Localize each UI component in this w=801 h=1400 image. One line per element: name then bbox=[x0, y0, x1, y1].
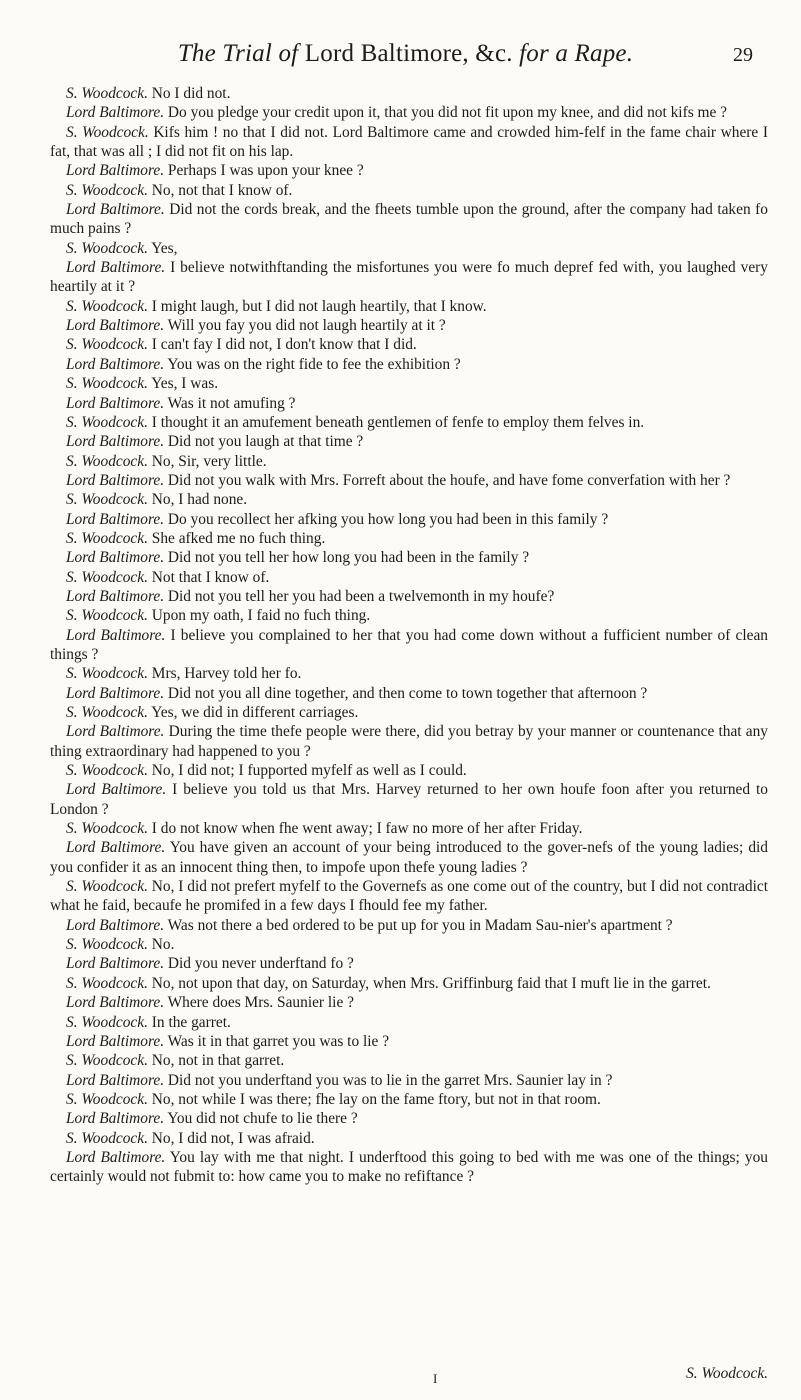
speaker-name: S. Woodcock. bbox=[66, 936, 148, 954]
page-footer bbox=[50, 1365, 768, 1389]
dialogue-paragraph bbox=[50, 316, 768, 335]
speaker-name: Lord Baltimore. bbox=[66, 510, 165, 528]
speaker-name: Lord Baltimore. bbox=[66, 994, 165, 1012]
dialogue-paragraph bbox=[50, 993, 768, 1012]
speech-text: Yes, we did in different carriages. bbox=[147, 704, 359, 721]
speech-text: During the time thefe people were there, did you betray by your manner or countenance that any thing extraordinary had happened to you ? bbox=[50, 723, 768, 760]
speech-text: Did not you walk with Mrs. Forreft about the houfe, and have fome converfation with her ? bbox=[164, 471, 731, 489]
speech-text: No, I did not; I fupported myfelf as well as I could. bbox=[147, 762, 467, 780]
speaker-name: Lord Baltimore. bbox=[66, 433, 165, 451]
speech-text: Perhaps I was upon your knee ? bbox=[164, 162, 364, 180]
speaker-name: S. Woodcock. bbox=[66, 85, 148, 102]
dialogue-paragraph bbox=[50, 568, 768, 587]
dialogue-paragraph bbox=[50, 471, 768, 490]
dialogue-paragraph bbox=[50, 335, 768, 354]
dialogue-paragraph bbox=[50, 722, 768, 761]
speech-text: Mrs, Harvey told her fo. bbox=[147, 665, 302, 683]
speaker-name: S. Woodcock. bbox=[66, 1013, 148, 1031]
page-header bbox=[50, 40, 761, 80]
running-title-roman: Lord Baltimore, &c. bbox=[298, 40, 520, 67]
dialogue-paragraph bbox=[50, 548, 768, 567]
speech-text: No, not that I know of. bbox=[147, 181, 293, 199]
dialogue-paragraph bbox=[50, 1148, 768, 1187]
dialogue-paragraph bbox=[50, 606, 768, 625]
speech-text: No, Sir, very little. bbox=[147, 452, 267, 470]
speaker-name: S. Woodcock. bbox=[66, 1090, 148, 1108]
dialogue-paragraph bbox=[50, 413, 768, 432]
speech-text: No, I did not, I was afraid. bbox=[147, 1129, 315, 1147]
speaker-name: S. Woodcock. bbox=[66, 974, 148, 992]
speaker-name: S. Woodcock. bbox=[66, 665, 148, 683]
speaker-name: S. Woodcock. bbox=[66, 375, 148, 393]
speaker-name: S. Woodcock. bbox=[66, 820, 148, 838]
speech-text: No, not in that garret. bbox=[147, 1052, 285, 1070]
speech-text: Kifs him ! no that I did not. Lord Baltimore came and crowded him-felf in the fame chair where I fat, that was all ; I did not fit on his lap. bbox=[50, 123, 768, 161]
dialogue-paragraph bbox=[50, 703, 768, 722]
dialogue-paragraph bbox=[50, 1090, 768, 1109]
speaker-name: Lord Baltimore. bbox=[66, 549, 165, 567]
speech-text: Do you recollect her afking you how long you had been in this family ? bbox=[164, 510, 609, 528]
speech-text: Was not there a bed ordered to be put up for you in Madam Sau-nier's apartment ? bbox=[164, 916, 673, 934]
dialogue-paragraph bbox=[50, 355, 768, 374]
speaker-name: Lord Baltimore. bbox=[66, 394, 165, 412]
page-number: 29 bbox=[733, 44, 753, 66]
dialogue-paragraph bbox=[50, 916, 768, 935]
speaker-name: Lord Baltimore. bbox=[66, 1110, 165, 1128]
speaker-name: S. Woodcock. bbox=[66, 336, 148, 354]
dialogue-paragraph bbox=[50, 877, 768, 916]
dialogue-paragraph bbox=[50, 490, 768, 509]
dialogue-paragraph bbox=[50, 1109, 768, 1128]
speaker-name: Lord Baltimore. bbox=[66, 626, 166, 644]
speaker-name: S. Woodcock. bbox=[66, 568, 148, 586]
speaker-name: S. Woodcock. bbox=[66, 878, 148, 896]
speaker-name: S. Woodcock. bbox=[66, 1129, 148, 1147]
speech-text: Will you fay you did not laugh heartily at it ? bbox=[164, 317, 446, 335]
dialogue-paragraph bbox=[50, 374, 768, 393]
speech-text: I do not know when fhe went away; I faw no more of her after Friday. bbox=[147, 820, 583, 838]
speaker-name: Lord Baltimore. bbox=[66, 1032, 165, 1050]
speech-text: I might laugh, but I did not laugh heartily, that I know. bbox=[147, 297, 487, 315]
dialogue-paragraph bbox=[50, 200, 768, 239]
speaker-name: Lord Baltimore. bbox=[66, 259, 166, 277]
dialogue-paragraph bbox=[50, 1071, 768, 1090]
speaker-name: S. Woodcock. bbox=[66, 297, 148, 315]
dialogue-paragraph bbox=[50, 664, 768, 683]
speaker-name: S. Woodcock. bbox=[66, 239, 148, 257]
dialogue-paragraph bbox=[50, 1129, 768, 1148]
speech-text: No, not while I was there; fhe lay on the fame ftory, but not in that room. bbox=[147, 1090, 601, 1108]
dialogue-paragraph bbox=[50, 510, 768, 529]
speaker-name: S. Woodcock. bbox=[66, 529, 148, 547]
speaker-name: Lord Baltimore. bbox=[66, 723, 165, 741]
speaker-name: Lord Baltimore. bbox=[66, 1071, 165, 1089]
speech-text: I believe notwithftanding the misfortunes you were fo much depref fed with, you laughed very heartily at it ? bbox=[50, 259, 768, 296]
speech-text: She afked me no fuch thing. bbox=[147, 529, 326, 547]
dialogue-paragraph bbox=[50, 258, 768, 297]
signature-mark: I bbox=[433, 1371, 438, 1386]
speech-text: Do you pledge your credit upon it, that you did not fit upon my knee, and did not kifs me ? bbox=[164, 104, 728, 122]
speech-text: Did not you underftand you was to lie in the garret Mrs. Saunier lay in ? bbox=[164, 1071, 613, 1089]
speaker-name: Lord Baltimore. bbox=[66, 162, 165, 180]
speech-text: Was it not amufing ? bbox=[164, 394, 296, 412]
dialogue-paragraph bbox=[50, 1032, 768, 1051]
speech-text: No I did not. bbox=[147, 85, 231, 102]
speech-text: I can't fay I did not, I don't know that I did. bbox=[147, 336, 417, 354]
dialogue-paragraph bbox=[50, 761, 768, 780]
speech-text: Did not you tell her how long you had been in the family ? bbox=[164, 549, 530, 567]
catchword: S. Woodcock. bbox=[686, 1365, 768, 1382]
speaker-name: S. Woodcock. bbox=[66, 704, 148, 721]
running-title-italic-end: for a Rape. bbox=[519, 40, 634, 67]
speech-text: Did you never underftand fo ? bbox=[164, 955, 354, 973]
dialogue-paragraph bbox=[50, 780, 768, 819]
dialogue-paragraph bbox=[50, 103, 768, 122]
speech-text: Did not the cords break, and the fheets tumble upon the ground, after the company had taken fo much pains ? bbox=[50, 201, 768, 238]
dialogue-paragraph bbox=[50, 84, 768, 103]
dialogue-paragraph bbox=[50, 1013, 768, 1032]
speech-text: Was it in that garret you was to lie ? bbox=[164, 1032, 390, 1050]
speaker-name: Lord Baltimore. bbox=[66, 471, 165, 489]
speaker-name: Lord Baltimore. bbox=[66, 104, 165, 122]
speech-text: No, I did not prefert myfelf to the Governefs as one come out of the country, but I did not contradict what he faid, becaufe he promifed in a few days I fhould fee my father. bbox=[50, 878, 769, 915]
speaker-name: S. Woodcock. bbox=[66, 762, 148, 780]
dialogue-paragraph bbox=[50, 181, 768, 200]
running-title bbox=[50, 40, 761, 68]
speaker-name: Lord Baltimore. bbox=[66, 916, 165, 934]
speaker-name: Lord Baltimore. bbox=[66, 587, 165, 605]
dialogue-paragraph bbox=[50, 684, 768, 703]
speech-text: Yes, I was. bbox=[147, 375, 219, 393]
speaker-name: S. Woodcock. bbox=[66, 181, 148, 199]
running-title-italic-start: The Trial of bbox=[177, 40, 299, 67]
dialogue-paragraph bbox=[50, 161, 768, 180]
speaker-name: Lord Baltimore. bbox=[66, 355, 165, 373]
speaker-name: S. Woodcock. bbox=[66, 1052, 148, 1070]
speaker-name: Lord Baltimore. bbox=[66, 1148, 166, 1166]
speech-text: Not that I know of. bbox=[147, 568, 270, 586]
speaker-name: S. Woodcock. bbox=[66, 413, 148, 431]
speech-text: Did not you all dine together, and then come to town together that afternoon ? bbox=[164, 684, 648, 702]
speaker-name: S. Woodcock. bbox=[66, 452, 148, 470]
dialogue-paragraph bbox=[50, 819, 768, 838]
speaker-name: Lord Baltimore. bbox=[66, 201, 165, 219]
speech-text: No, I had none. bbox=[147, 491, 248, 509]
dialogue-paragraph bbox=[50, 239, 768, 258]
speaker-name: Lord Baltimore. bbox=[66, 839, 166, 857]
speaker-name: S. Woodcock. bbox=[66, 607, 148, 625]
speaker-name: Lord Baltimore. bbox=[66, 955, 165, 973]
speech-text: Did not you laugh at that time ? bbox=[164, 433, 364, 451]
speaker-name: S. Woodcock. bbox=[66, 491, 148, 509]
speech-text: You lay with me that night. I underftood this going to bed with me was one of the things; you certainly would not fubmit to: how came you to make no refiftance ? bbox=[50, 1148, 768, 1186]
dialogue-paragraph bbox=[50, 935, 768, 954]
speech-text: Yes, bbox=[147, 239, 178, 257]
dialogue-paragraph bbox=[50, 432, 768, 451]
speech-text: You have given an account of your being introduced to the gover-nefs of the young ladies; did you confider it as an innocent thing then, to impofe upon thefe young ladies ? bbox=[50, 839, 768, 876]
dialogue-paragraph bbox=[50, 123, 768, 162]
speech-text: Where does Mrs. Saunier lie ? bbox=[164, 994, 354, 1012]
speech-text: I believe you told us that Mrs. Harvey returned to her own houfe foon after you returned to London ? bbox=[50, 781, 768, 818]
dialogue-paragraph bbox=[50, 452, 768, 471]
speech-text: I thought it an amufement beneath gentlemen of fenfe to employ them felves in. bbox=[147, 413, 645, 431]
speech-text: Upon my oath, I faid no fuch thing. bbox=[147, 607, 371, 625]
speaker-name: S. Woodcock. bbox=[66, 123, 149, 141]
speech-text: I believe you complained to her that you had come down without a fufficient number of clean things ? bbox=[50, 626, 768, 663]
speech-text: You did not chufe to lie there ? bbox=[164, 1110, 358, 1128]
dialogue-paragraph bbox=[50, 626, 768, 665]
dialogue-paragraph bbox=[50, 974, 768, 993]
speaker-name: Lord Baltimore. bbox=[66, 781, 167, 799]
speech-text: No. bbox=[147, 936, 175, 954]
speech-text: No, not upon that day, on Saturday, when Mrs. Griffinburg faid that I muft lie in the garret. bbox=[147, 974, 711, 992]
dialogue-paragraph bbox=[50, 297, 768, 316]
dialogue-paragraph bbox=[50, 394, 768, 413]
dialogue-paragraph bbox=[50, 529, 768, 548]
speech-text: Did not you tell her you had been a twelvemonth in my houfe? bbox=[164, 587, 555, 605]
speech-text: You was on the right fide to fee the exhibition ? bbox=[164, 355, 461, 373]
speaker-name: Lord Baltimore. bbox=[66, 317, 165, 335]
dialogue-paragraph bbox=[50, 1051, 768, 1070]
speaker-name: Lord Baltimore. bbox=[66, 684, 165, 702]
speech-text: In the garret. bbox=[147, 1013, 231, 1031]
page-body bbox=[50, 84, 768, 1187]
dialogue-paragraph bbox=[50, 954, 768, 973]
dialogue-paragraph bbox=[50, 838, 768, 877]
dialogue-paragraph bbox=[50, 587, 768, 606]
